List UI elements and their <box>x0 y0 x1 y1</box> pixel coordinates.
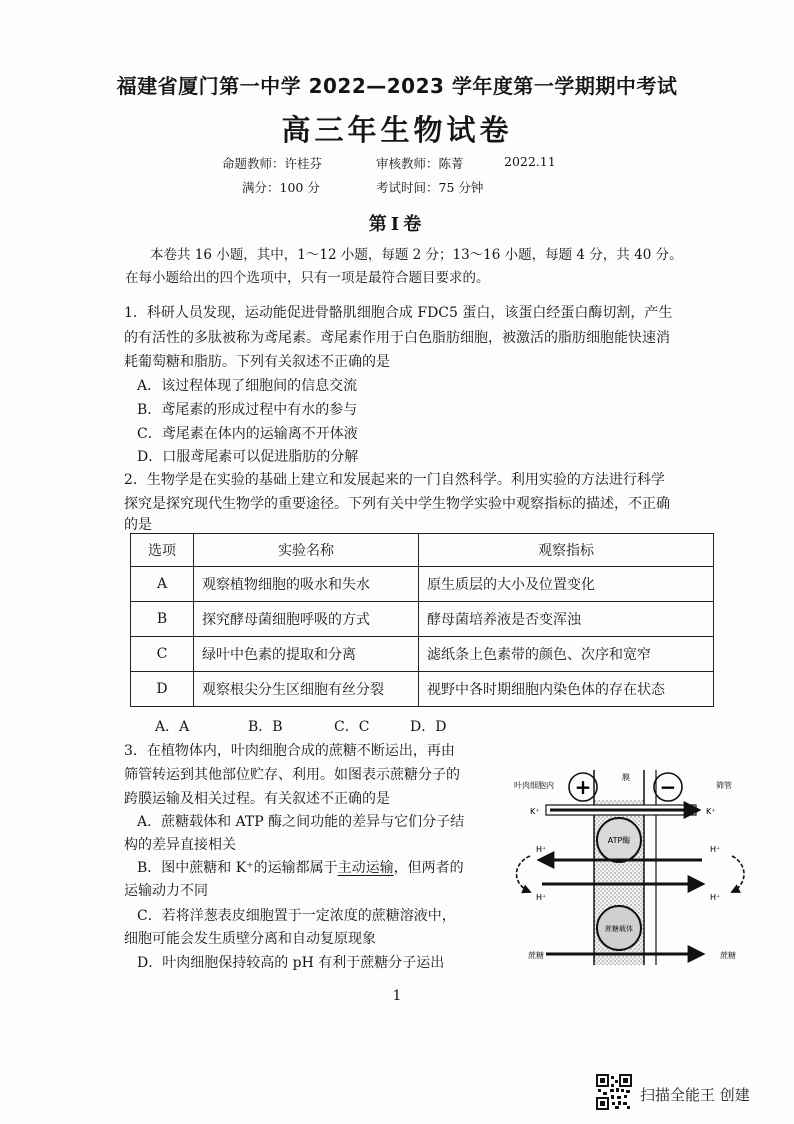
table-cell: 原生质层的大小及位置变化 <box>419 567 714 602</box>
sucrose-right-label: 蔗糖 <box>720 951 736 960</box>
q1-option-b: B．鸢尾素的形成过程中有水的参与 <box>137 402 358 418</box>
q1-stem-line: 1．科研人员发现，运动能促进骨骼肌细胞合成 FDC5 蛋白，该蛋白经蛋白酶切割，产生 <box>124 305 673 321</box>
q3-stem-line: 筛管转运到其他部位贮存、利用。如图表示蔗糖分子的 <box>124 767 460 783</box>
k-left-label: K⁺ <box>530 807 540 816</box>
q3-option-c: C．若将洋葱表皮细胞置于一定浓度的蔗糖溶液中， <box>137 908 456 924</box>
q3-option-b-underlined: 主动运输 <box>337 860 394 876</box>
q2-answer-c: C．C <box>334 719 370 735</box>
paper-title: 高三年生物试卷 <box>281 113 513 147</box>
left-cell-label: 叶肉细胞内 <box>514 781 554 790</box>
sucrose-left-label: 蔗糖 <box>528 951 544 960</box>
q1-stem-line: 的有活性的多肽被称为鸢尾素。鸢尾素作用于白色脂肪细胞，被激活的脂肪细胞能快速消 <box>124 330 670 346</box>
full-score: 满分：100 分 <box>242 180 320 195</box>
table-cell: 观察植物细胞的吸水和失水 <box>194 567 419 602</box>
sieve-tube-label: 筛管 <box>716 781 732 790</box>
h-right-bottom-label: H⁺ <box>710 893 721 902</box>
h-left-top-label: H⁺ <box>536 845 547 854</box>
table-row <box>131 567 714 602</box>
q3-stem-line: 跨膜运输及相关过程。有关叙述不正确的是 <box>124 791 390 807</box>
q3-option-d: D．叶肉细胞保持较高的 pH 有利于蔗糖分子运出 <box>137 955 445 971</box>
right-cycle-arrow <box>732 856 744 892</box>
q2-stem-line: 的是 <box>124 517 152 533</box>
table-cell: C <box>131 637 194 672</box>
observation-table <box>130 533 714 707</box>
h-left-bottom-label: H⁺ <box>536 893 547 902</box>
table-cell: B <box>131 602 194 637</box>
sucrose-carrier-label: 蔗糖载体 <box>605 925 633 933</box>
q1-option-a: A．该过程体现了细胞间的信息交流 <box>137 378 358 394</box>
reviewer-teacher: 审核教师：陈菁 <box>376 156 464 171</box>
exam-duration: 考试时间：75 分钟 <box>376 180 484 195</box>
exam-date: 2022.11 <box>504 154 556 169</box>
q3-option-b <box>137 858 464 878</box>
table-cell: 观察根尖分生区细胞有丝分裂 <box>194 672 419 707</box>
table-cell: 视野中各时期细胞内染色体的存在状态 <box>419 672 714 707</box>
page-number: 1 <box>392 988 402 1004</box>
table-header-row <box>131 534 714 567</box>
q2-answer-d: D．D <box>410 719 447 735</box>
q3-option-a-cont: 构的差异直接相关 <box>124 837 236 853</box>
table-header-cell: 实验名称 <box>194 534 419 567</box>
school-exam-line: 福建省厦门第一中学 2022—2023 学年度第一学期期中考试 <box>116 74 678 98</box>
volume-heading: 第Ⅰ卷 <box>368 214 426 235</box>
q2-answer-a: A．A <box>155 719 190 735</box>
instruction-line: 在每小题给出的四个选项中，只有一项是最符合题目要求的。 <box>125 270 490 286</box>
q1-stem-line: 耗葡萄糖和脂肪。下列有关叙述不正确的是 <box>124 354 390 370</box>
sucrose-transport-diagram <box>506 760 768 970</box>
h-right-top-label: H⁺ <box>710 845 721 854</box>
q2-answer-b: B．B <box>248 719 283 735</box>
q3-stem-line: 3．在植物体内，叶肉细胞合成的蔗糖不断运出，再由 <box>124 743 455 759</box>
setter-teacher: 命题教师：许桂芬 <box>222 156 323 171</box>
plus-sign: + <box>574 775 592 799</box>
atp-enzyme-label: ATP酶 <box>607 836 631 845</box>
q2-stem-line: 2．生物学是在实验的基础上建立和发展起来的一门自然科学。利用实验的方法进行科学 <box>124 472 665 488</box>
table-cell: D <box>131 672 194 707</box>
q3-option-c-cont: 细胞可能会发生质壁分离和自动复原现象 <box>124 931 376 947</box>
minus-sign: − <box>659 775 677 799</box>
table-cell: 探究酵母菌细胞呼吸的方式 <box>194 602 419 637</box>
q1-option-d: D．口服鸢尾素可以促进脂肪的分解 <box>137 449 359 465</box>
table-row <box>131 602 714 637</box>
table-row <box>131 637 714 672</box>
q3-option-a: A．蔗糖载体和 ATP 酶之间功能的差异与它们分子结 <box>137 814 465 830</box>
q3-option-b-part: ，但两者的 <box>393 860 464 876</box>
table-header-cell: 观察指标 <box>419 534 714 567</box>
q2-stem-line: 探究是探究现代生物学的重要途径。下列有关中学生物学实验中观察指标的描述，不正确 <box>124 496 670 512</box>
instruction-line: 本卷共 16 小题，其中，1～12 小题，每题 2 分；13～16 小题，每题 4 分，共 40 分。 <box>150 247 683 263</box>
scanner-watermark-text: 扫描全能王 创建 <box>640 1086 750 1104</box>
table-cell: 滤纸条上色素带的颜色、次序和宽窄 <box>419 637 714 672</box>
q3-option-b-cont: 运输动力不同 <box>124 883 208 899</box>
table-cell: 酵母菌培养液是否变浑浊 <box>419 602 714 637</box>
table-header-cell: 选项 <box>131 534 194 567</box>
membrane-label: 膜 <box>622 773 630 782</box>
left-cycle-arrow <box>517 856 531 892</box>
q3-option-b-part: B．图中蔗糖和 K⁺的运输都属于 <box>137 860 338 876</box>
table-cell: A <box>131 567 194 602</box>
k-right-label: K⁺ <box>706 807 716 816</box>
qr-code-icon <box>596 1074 632 1110</box>
q1-option-c: C．鸢尾素在体内的运输离不开体液 <box>137 426 358 442</box>
table-cell: 绿叶中色素的提取和分离 <box>194 637 419 672</box>
table-row <box>131 672 714 707</box>
